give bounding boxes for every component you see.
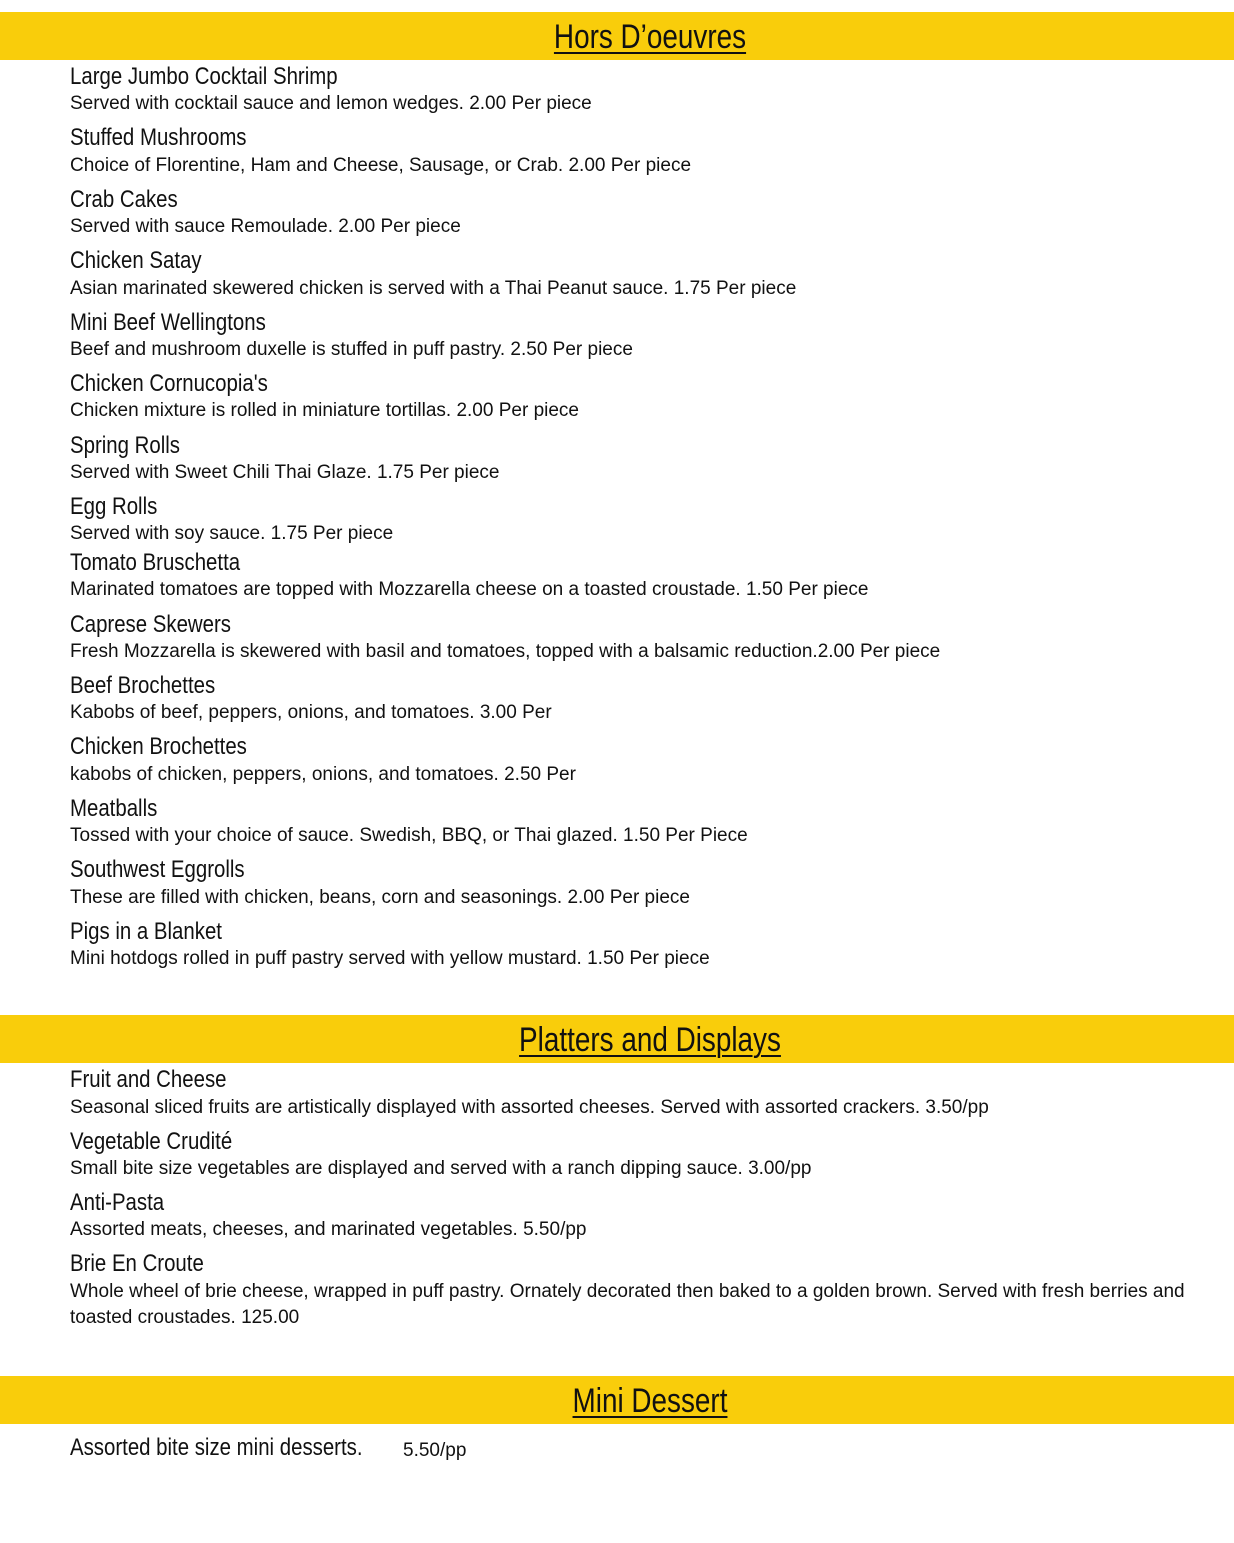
menu-item-description: Mini hotdogs rolled in puff pastry served with yellow mustard. 1.50 Per piece bbox=[70, 948, 710, 969]
menu-item-name: Meatballs bbox=[70, 795, 158, 822]
section-title-mini-dessert: Mini Dessert bbox=[572, 1382, 728, 1420]
menu-item-name: Spring Rolls bbox=[70, 432, 180, 459]
menu-item-name: Mini Beef Wellingtons bbox=[70, 309, 266, 336]
menu-item-name: Southwest Eggrolls bbox=[70, 856, 245, 883]
menu-item-name: Assorted bite size mini desserts. bbox=[70, 1434, 363, 1461]
menu-item-description: Small bite size vegetables are displayed and served with a ranch dipping sauce. 3.00/pp bbox=[70, 1158, 812, 1179]
menu-item-price: 5.50/pp bbox=[403, 1440, 467, 1461]
menu-item-name: Pigs in a Blanket bbox=[70, 918, 222, 945]
menu-item-name: Vegetable Crudité bbox=[70, 1128, 233, 1155]
mini-dessert-item bbox=[70, 1434, 467, 1462]
menu-item-name: Fruit and Cheese bbox=[70, 1066, 227, 1093]
menu-item-description: Assorted meats, cheeses, and marinated vegetables. 5.50/pp bbox=[70, 1219, 587, 1240]
menu-item-description: Served with sauce Remoulade. 2.00 Per piece bbox=[70, 216, 461, 237]
menu-item-name: Anti-Pasta bbox=[70, 1189, 165, 1216]
section-title-platters-and-displays: Platters and Displays bbox=[519, 1021, 781, 1059]
menu-item-description: Chicken mixture is rolled in miniature tortillas. 2.00 Per piece bbox=[70, 400, 579, 421]
menu-item-name: Large Jumbo Cocktail Shrimp bbox=[70, 63, 338, 90]
menu-item-name: Tomato Bruschetta bbox=[70, 549, 241, 576]
menu-item-name: Crab Cakes bbox=[70, 186, 178, 213]
menu-item-description: Choice of Florentine, Ham and Cheese, Sausage, or Crab. 2.00 Per piece bbox=[70, 155, 692, 176]
menu-item-name: Chicken Satay bbox=[70, 247, 202, 274]
menu-item-description: Whole wheel of brie cheese, wrapped in puff pastry. Ornately decorated then baked to a golden brown. Served with fresh berries and toasted croustades. 125.00 bbox=[70, 1281, 1185, 1328]
menu-item-name: Chicken Cornucopia's bbox=[70, 370, 268, 397]
menu-item-description: Kabobs of beef, peppers, onions, and tomatoes. 3.00 Per bbox=[70, 702, 552, 723]
menu-item-description: Marinated tomatoes are topped with Mozzarella cheese on a toasted croustade. 1.50 Per piece bbox=[70, 579, 869, 600]
menu-item-name: Caprese Skewers bbox=[70, 611, 232, 638]
menu-item-name: Egg Rolls bbox=[70, 493, 158, 520]
menu-item-name: Brie En Croute bbox=[70, 1250, 204, 1277]
menu-item-description: kabobs of chicken, peppers, onions, and tomatoes. 2.50 Per bbox=[70, 764, 576, 785]
menu-item-description: Tossed with your choice of sauce. Swedish, BBQ, or Thai glazed. 1.50 Per Piece bbox=[70, 825, 748, 846]
menu-item-description: Beef and mushroom duxelle is stuffed in puff pastry. 2.50 Per piece bbox=[70, 339, 633, 360]
menu-item-description: Served with Sweet Chili Thai Glaze. 1.75 Per piece bbox=[70, 462, 500, 483]
menu-item-description: These are filled with chicken, beans, corn and seasonings. 2.00 Per piece bbox=[70, 887, 690, 908]
menu-item-description: Served with soy sauce. 1.75 Per piece bbox=[70, 523, 394, 544]
menu-item-name: Stuffed Mushrooms bbox=[70, 124, 247, 151]
section-title-hors-doeuvres: Hors D’oeuvres bbox=[553, 18, 747, 56]
menu-item-description: Served with cocktail sauce and lemon wedges. 2.00 Per piece bbox=[70, 93, 592, 114]
menu-item-name: Chicken Brochettes bbox=[70, 733, 247, 760]
menu-item-name: Beef Brochettes bbox=[70, 672, 216, 699]
menu-item-description: Asian marinated skewered chicken is served with a Thai Peanut sauce. 1.75 Per piece bbox=[70, 278, 797, 299]
menu-item-description: Seasonal sliced fruits are artistically displayed with assorted cheeses. Served with assorted crackers. 3.50/pp bbox=[70, 1097, 989, 1118]
menu-item-description: Fresh Mozzarella is skewered with basil and tomatoes, topped with a balsamic reduction.2.00 Per piece bbox=[70, 641, 941, 662]
